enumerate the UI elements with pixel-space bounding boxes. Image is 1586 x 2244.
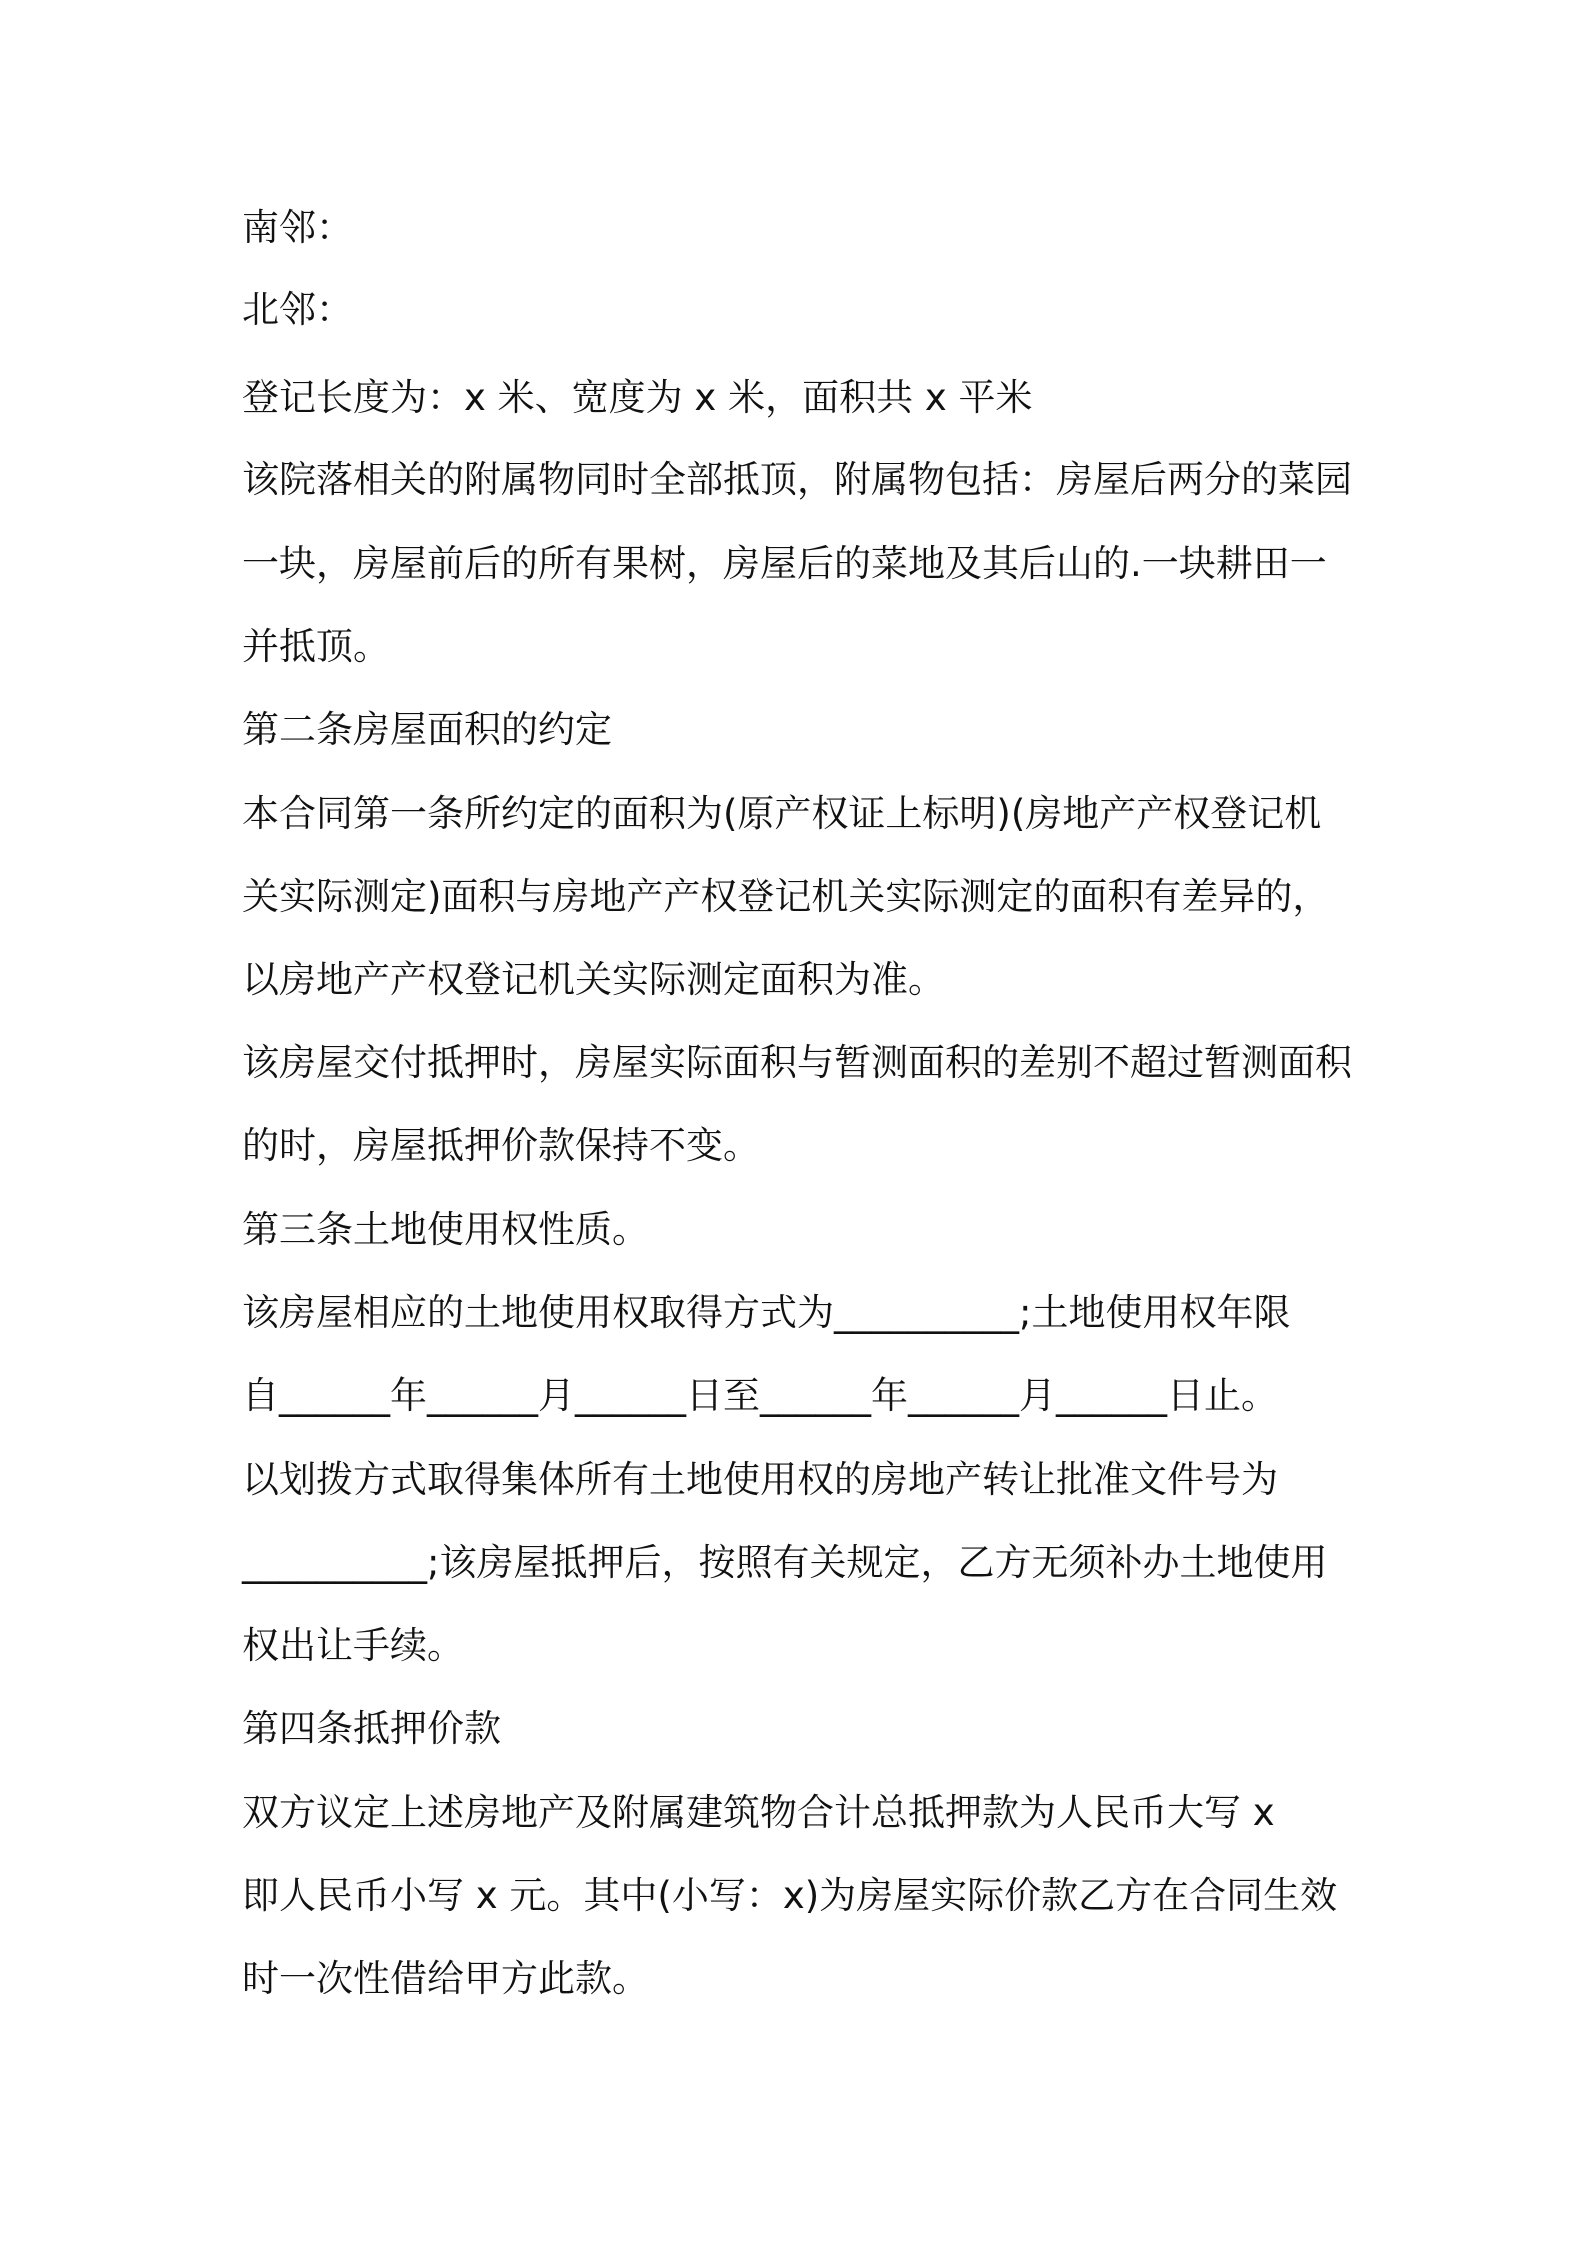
text-line: 一块，房屋前后的所有果树，房屋后的菜地及其后山的.一块耕田一 <box>242 542 1327 585</box>
text-line: __________;该房屋抵押后，按照有关规定，乙方无须补办土地使用 <box>242 1541 1328 1584</box>
text-line: 南邻： <box>242 206 353 249</box>
text-line: 该房屋交付抵押时，房屋实际面积与暂测面积的差别不超过暂测面积 <box>242 1041 1352 1084</box>
text-line: 以房地产产权登记机关实际测定面积为准。 <box>242 958 945 1001</box>
text-line: 北邻： <box>242 288 353 331</box>
section-heading: 第三条土地使用权性质。 <box>242 1208 649 1251</box>
text-line: 登记长度为：x 米、宽度为 x 米，面积共 x 平米 <box>242 376 1033 419</box>
section-heading: 第四条抵押价款 <box>242 1707 501 1750</box>
text-line: 以划拨方式取得集体所有土地使用权的房地产转让批准文件号为 <box>242 1458 1278 1501</box>
text-line: 权出让手续。 <box>242 1624 464 1667</box>
text-line: 该院落相关的附属物同时全部抵顶，附属物包括：房屋后两分的菜园 <box>242 458 1352 501</box>
text-line: 即人民币小写 x 元。其中(小写：x)为房屋实际价款乙方在合同生效 <box>242 1874 1338 1917</box>
text-line: 双方议定上述房地产及附属建筑物合计总抵押款为人民币大写 x <box>242 1791 1275 1834</box>
text-line: 并抵顶。 <box>242 625 390 668</box>
text-line: 自______年______月______日至______年______月______日止。 <box>242 1374 1278 1417</box>
text-line: 的时，房屋抵押价款保持不变。 <box>242 1124 760 1167</box>
text-line: 本合同第一条所约定的面积为(原产权证上标明)(房地产产权登记机 <box>242 792 1322 835</box>
text-line: 该房屋相应的土地使用权取得方式为__________;土地使用权年限 <box>242 1291 1291 1334</box>
text-line: 时一次性借给甲方此款。 <box>242 1957 649 2000</box>
section-heading: 第二条房屋面积的约定 <box>242 708 612 751</box>
text-line: 关实际测定)面积与房地产产权登记机关实际测定的面积有差异的， <box>242 875 1330 918</box>
